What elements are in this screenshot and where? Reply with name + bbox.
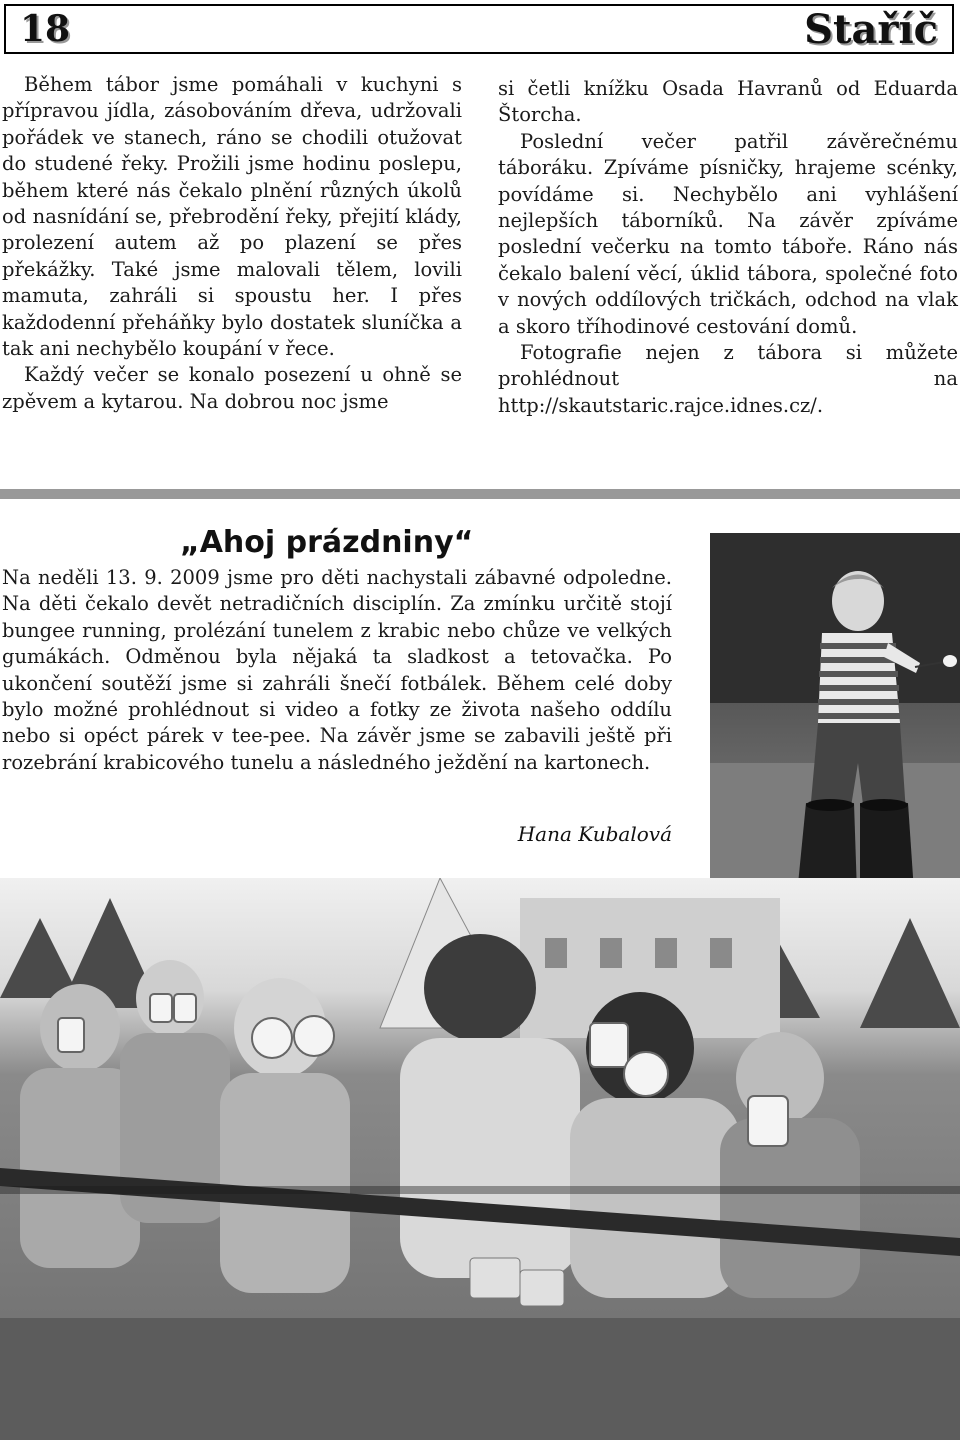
photo-boy-in-boots [710,533,960,933]
magazine-title: Staříč [804,6,938,53]
page-number: 18 [20,8,71,50]
section-divider [0,489,960,499]
paragraph: Na neděli 13. 9. 2009 jsme pro děti nachystali zábavné odpoledne. Na děti čekalo devět netradičních disciplín. Za zmínku určitě stojí bungee running, prolézání tunelem z krabic nebo chůze ve velkých gumákách. Odměnou byla nějaká ta sladkost a tetovačka. Po ukončení soutěží jsme si zahráli šnečí fotbálek. Během celé doby bylo možné prohlédnout si video a fotky ze života našeho oddílu nebo si opéct párek v tee-pee. Na závěr jsme se zabavili ještě při rozebrání krabicového tunelu a následného ježdění na kartonech. [2,566,672,774]
paragraph: Během tábor jsme pomáhali v kuchyni s přípravou jídla, zásobováním dřeva, udržovali pořádek ve stanech, ráno se chodili otužovat do studené řeky. Prožili jsme hodinu poslepu, během které nás čekalo plnění různých úkolů od nasnídání se, přebrodění řeky, přejití klády, prolezení autem až po plazení se přes překážky. Také jsme malovali tělem, lovili mamuta, zahráli si spoustu her. I přes každodenní přeháňky bylo dostatek sluníčka a tak ani nechybělo koupání v řece. [2,73,462,361]
camp-article-column-2 [498,76,958,419]
camp-article-column-1 [2,72,462,415]
paragraph: Každý večer se konalo posezení u ohně se zpěvem a kytarou. Na dobrou noc jsme [2,363,462,413]
paragraph: Poslední večer patřil závěrečnému táboráku. Zpíváme písničky, hrajeme scénky, povídáme si. Nechybělo ani vyhlášení nejlepších táborníků. Na závěr zpíváme poslední večerku na tomto táboře. Ráno nás čekalo balení věcí, úklid tábora, společné foto v nových oddílových tričkách, odchod na vlak a skoro tříhodinové cestování domů. [498,129,958,338]
ahoj-article-body [2,565,672,776]
paragraph: si četli knížku Osada Havranů od Eduarda Štorcha. [498,77,958,127]
photo-children-with-cup-binoculars [0,878,960,1440]
article-title: „Ahoj prázdniny“ [180,525,474,560]
page-header [4,4,954,54]
article-author: Hana Kubalová [517,822,672,846]
paragraph: Fotografie nejen z tábora si můžete prohlédnout na http://skautstaric.rajce.idnes.cz/. [498,341,958,417]
